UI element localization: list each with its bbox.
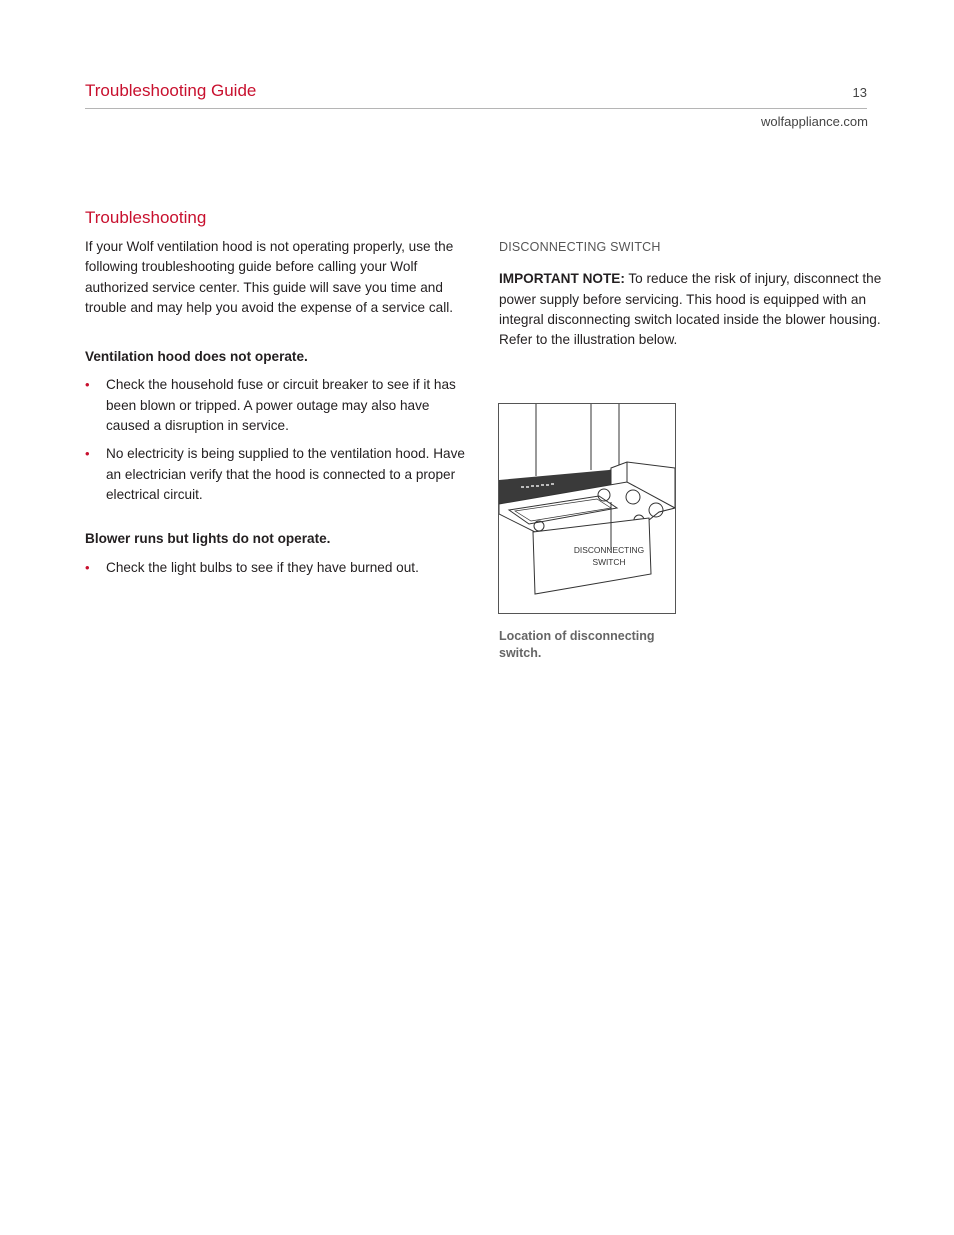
hood-diagram-svg bbox=[499, 404, 675, 613]
site-url: wolfappliance.com bbox=[761, 114, 868, 129]
bullet-icon: • bbox=[85, 559, 90, 575]
disconnecting-column bbox=[499, 237, 883, 350]
list-item-text: Check the light bulbs to see if they have burned out. bbox=[106, 559, 419, 575]
intro-paragraph: If your Wolf ventilation hood is not operating properly, use the following troubleshooting guide before calling your Wolf authorized service center. This guide will save you time and trouble and may help you avoid the expense of a service call. bbox=[85, 239, 454, 315]
important-note bbox=[499, 269, 883, 350]
hood-illustration bbox=[498, 403, 676, 614]
troubleshooting-column bbox=[85, 237, 465, 586]
callout-line-2: SWITCH bbox=[592, 556, 626, 567]
page-number: 13 bbox=[852, 85, 867, 100]
issue-list-no-operate bbox=[85, 375, 465, 505]
callout-line-1: DISCONNECTING bbox=[573, 545, 645, 555]
header-divider bbox=[85, 108, 867, 109]
disconnecting-heading: DISCONNECTING SWITCH bbox=[499, 240, 661, 254]
issue-list-no-lights bbox=[85, 558, 465, 578]
issue-heading-no-lights: Blower runs but lights do not operate. bbox=[85, 531, 331, 547]
section-title: Troubleshooting bbox=[85, 208, 207, 227]
list-item-text: No electricity is being supplied to the ventilation hood. Have an electrician verify that the hood is connected to a proper electrical circuit. bbox=[106, 446, 465, 502]
important-note-text: To reduce the risk of injury, disconnect the power supply before servicing. This hood is equipped with an integral disconnecting switch located inside the blower housing. Refer to the illustration below. bbox=[499, 271, 882, 348]
issue-heading-no-operate: Ventilation hood does not operate. bbox=[85, 349, 308, 365]
list-item-text: Check the household fuse or circuit breaker to see if it has been blown or tripped. A power outage may also have caused a disruption in service. bbox=[106, 377, 456, 434]
bullet-icon: • bbox=[85, 377, 90, 393]
bullet-icon: • bbox=[85, 446, 90, 462]
figure-caption: Location of disconnecting switch. bbox=[499, 629, 655, 660]
switch-callout bbox=[499, 545, 719, 568]
list-item bbox=[85, 375, 465, 436]
header-title: Troubleshooting Guide bbox=[85, 81, 257, 100]
list-item bbox=[85, 558, 465, 578]
list-item bbox=[85, 444, 465, 505]
important-note-label: IMPORTANT NOTE: bbox=[499, 271, 625, 287]
